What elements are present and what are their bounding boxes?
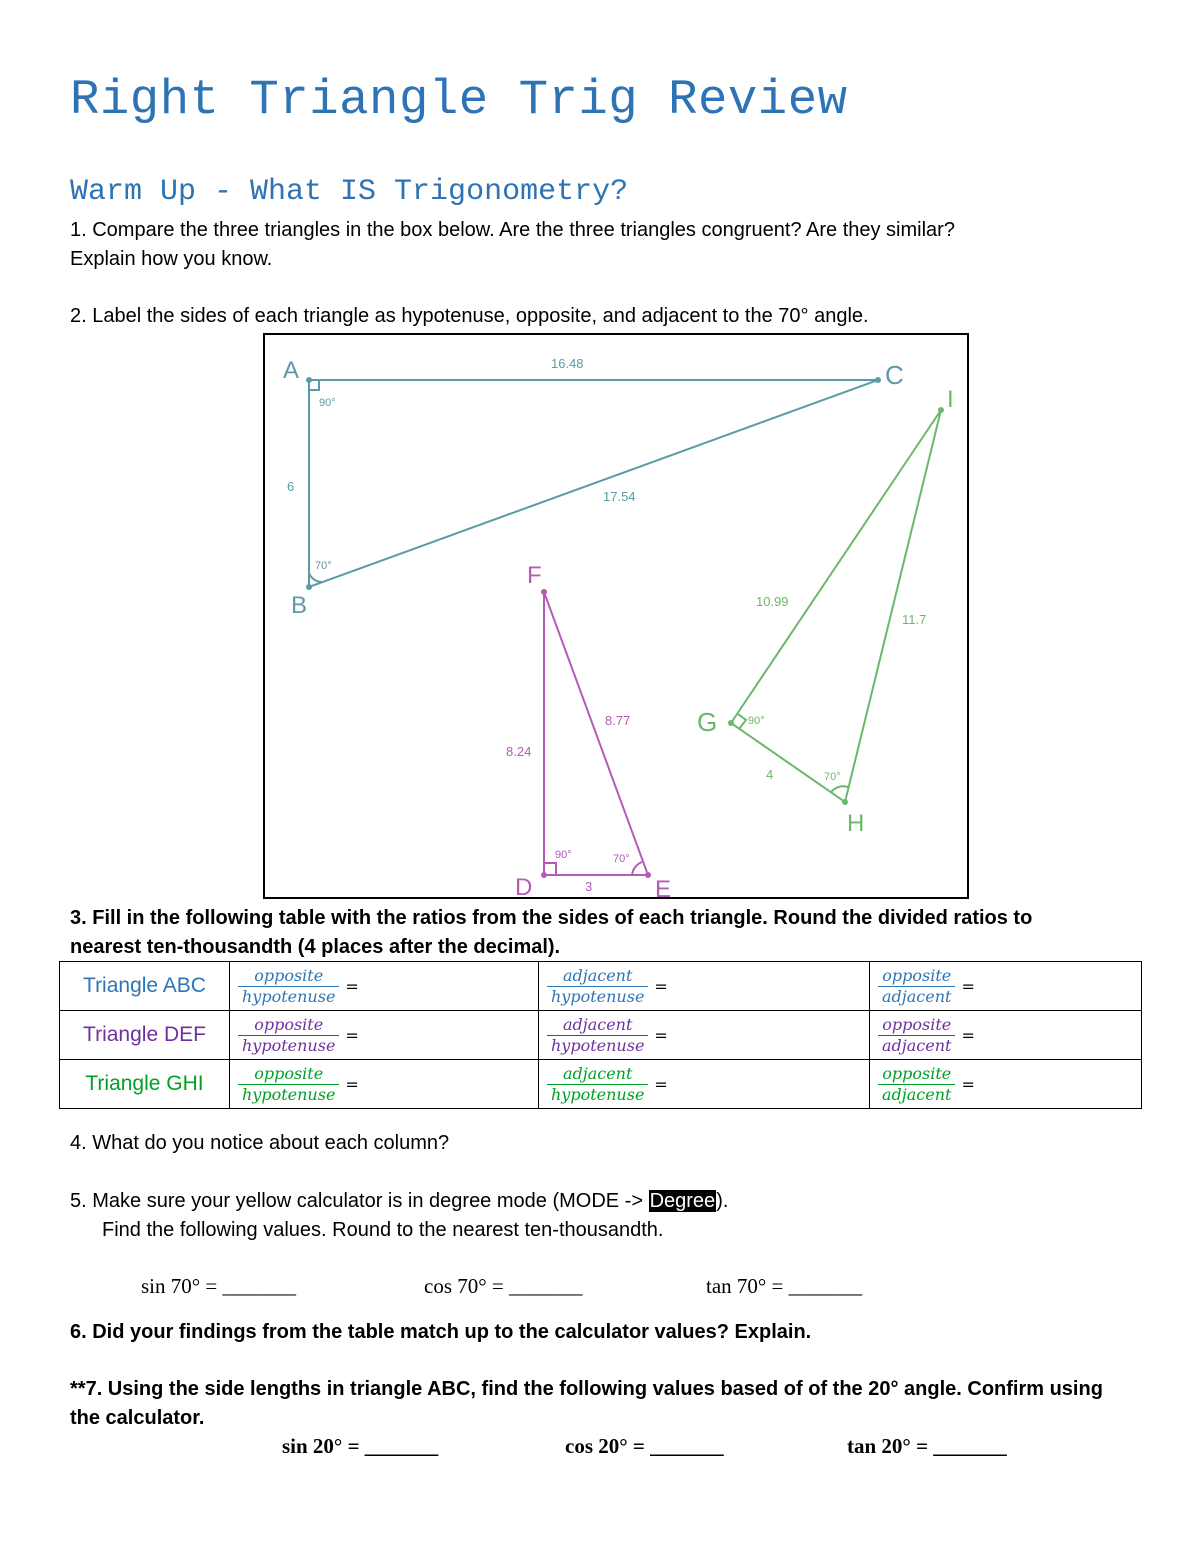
triangle-def (541, 589, 651, 878)
angle-arc-h (831, 786, 848, 792)
triangles-figure (263, 333, 969, 899)
equals-sign: = (961, 976, 975, 996)
equals-sign: = (961, 1025, 975, 1045)
question-1-line2: Explain how you know. (70, 248, 273, 270)
vertex-label-c: C (885, 360, 904, 390)
triangle-abc (306, 377, 881, 590)
question-3 (70, 904, 1032, 962)
fraction-numerator: opposite (254, 1063, 324, 1083)
ratio-fraction (878, 966, 955, 1007)
ratio-fraction (878, 1015, 955, 1056)
ratio-fraction (547, 1015, 648, 1056)
equals-sign: = (654, 1074, 668, 1094)
table-row (60, 962, 1142, 1011)
question-6: 6. Did your findings from the table match up to the calculator values? Explain. (70, 1321, 812, 1343)
vertex-dot-a (306, 377, 312, 383)
question-2: 2. Label the sides of each triangle as hypotenuse, opposite, and adjacent to the 70° angle. (70, 305, 869, 327)
vertex-dot-e (645, 872, 651, 878)
ratio-cell[interactable] (539, 962, 870, 1011)
triangles-svg (265, 335, 971, 901)
fraction-numerator: opposite (882, 1063, 952, 1083)
side-label-de: 3 (585, 879, 593, 894)
sin70-line: sin 70° = _______ (141, 1274, 296, 1298)
question-5-text: 5. Make sure your yellow calculator is in degree mode (MODE -> (70, 1190, 649, 1212)
angle-label-b: 70° (315, 560, 332, 572)
cos70-line: cos 70° = _______ (424, 1274, 583, 1298)
ratio-cell[interactable] (230, 1011, 539, 1060)
question-4: 4. What do you notice about each column? (70, 1132, 450, 1154)
vertex-dot-h (842, 799, 848, 805)
side-label-df: 8.24 (506, 744, 532, 759)
side-label-ac: 16.48 (551, 356, 584, 371)
angle-label-a: 90° (319, 397, 336, 409)
vertex-label-i: I (947, 386, 954, 413)
ratio-cell[interactable] (539, 1060, 870, 1109)
angle-arc-b (309, 573, 323, 582)
fraction-denominator: hypotenuse (242, 1084, 336, 1104)
ratio-cell[interactable] (870, 962, 1142, 1011)
ratio-cell[interactable] (870, 1011, 1142, 1060)
page-title: Right Triangle Trig Review (70, 72, 848, 128)
side-label-ih: 11.7 (902, 612, 927, 627)
angle-label-h: 70° (824, 771, 841, 783)
section-heading: Warm Up - What IS Trigonometry? (70, 175, 629, 209)
ratio-fraction (238, 1064, 339, 1105)
fraction-denominator: hypotenuse (551, 986, 645, 1006)
fraction-numerator: adjacent (562, 1063, 633, 1083)
vertex-label-b: B (291, 592, 308, 619)
vertex-label-g: G (697, 707, 718, 737)
vertex-label-h: H (847, 810, 865, 837)
angle-arc-e (632, 862, 642, 875)
ratio-table (59, 961, 1142, 1109)
question-5-line2: Find the following values. Round to the nearest ten-thousandth. (102, 1219, 664, 1241)
vertex-dot-b (306, 584, 312, 590)
vertex-dot-i (938, 407, 944, 413)
fraction-numerator: opposite (882, 965, 952, 985)
fraction-denominator: hypotenuse (242, 986, 336, 1006)
fraction-denominator: hypotenuse (551, 1084, 645, 1104)
question-7 (70, 1375, 1103, 1433)
equals-sign: = (345, 1025, 359, 1045)
fraction-denominator: hypotenuse (551, 1035, 645, 1055)
triangle-abc-outline (309, 380, 878, 587)
ratio-fraction (547, 1064, 648, 1105)
question-1 (70, 216, 955, 274)
fraction-numerator: opposite (882, 1014, 952, 1034)
fraction-numerator: adjacent (562, 965, 633, 985)
table-row (60, 1060, 1142, 1109)
side-label-ab: 6 (287, 479, 295, 494)
tan70-line: tan 70° = _______ (706, 1274, 863, 1298)
fraction-denominator: adjacent (882, 986, 952, 1006)
equals-sign: = (961, 1074, 975, 1094)
fraction-denominator: hypotenuse (242, 1035, 336, 1055)
fraction-numerator: opposite (254, 965, 324, 985)
side-label-gi: 10.99 (756, 594, 789, 609)
question-3-line1: 3. Fill in the following table with the ratios from the sides of each triangle. Round the divided ratios to (70, 907, 1033, 929)
question-5-line1 (70, 1187, 728, 1216)
ratio-cell[interactable] (870, 1060, 1142, 1109)
question-7-line2: the calculator. (70, 1407, 205, 1429)
question-1-line1: 1. Compare the three triangles in the box below. Are the three triangles congruent? Are they similar? (70, 219, 955, 241)
vertex-label-e: E (655, 876, 672, 901)
right-angle-mark-g (738, 714, 746, 729)
ratio-fraction (238, 966, 339, 1007)
triangle-ghi-labels (697, 386, 954, 837)
tan20-line: tan 20° = _______ (847, 1434, 1007, 1458)
vertex-dot-f (541, 589, 547, 595)
table-row (60, 1011, 1142, 1060)
question-7-line1: **7. Using the side lengths in triangle ABC, find the following values based of of the 20° angle. Confirm using (70, 1378, 1103, 1400)
row-label: Triangle ABC (60, 962, 230, 1011)
triangle-def-labels (506, 562, 671, 901)
angle-label-d: 90° (555, 849, 572, 861)
vertex-dot-c (875, 377, 881, 383)
fraction-numerator: opposite (254, 1014, 324, 1034)
equals-sign: = (654, 976, 668, 996)
angle-label-e: 70° (613, 853, 630, 865)
triangle-def-outline (544, 592, 648, 875)
triangle-abc-labels (283, 356, 904, 619)
equals-sign: = (345, 1074, 359, 1094)
ratio-fraction (238, 1015, 339, 1056)
ratio-cell[interactable] (230, 1060, 539, 1109)
question-3-line2: nearest ten-thousandth (4 places after the decimal). (70, 936, 561, 958)
ratio-fraction (547, 966, 648, 1007)
fraction-numerator: adjacent (562, 1014, 633, 1034)
side-label-fe: 8.77 (605, 713, 631, 728)
equals-sign: = (345, 976, 359, 996)
sin20-line: sin 20° = _______ (282, 1434, 439, 1458)
angle-label-g: 90° (748, 715, 765, 727)
vertex-label-a: A (283, 357, 300, 384)
vertex-dot-g (728, 720, 734, 726)
ratio-cell[interactable] (230, 962, 539, 1011)
fraction-denominator: adjacent (882, 1035, 952, 1055)
side-label-gh: 4 (766, 767, 774, 782)
ratio-fraction (878, 1064, 955, 1105)
vertex-label-f: F (527, 562, 542, 589)
question-5 (70, 1187, 728, 1245)
vertex-label-d: D (515, 874, 533, 901)
row-label: Triangle GHI (60, 1060, 230, 1109)
fraction-denominator: adjacent (882, 1084, 952, 1104)
side-label-bc: 17.54 (603, 489, 636, 504)
question-5-end: ). (716, 1190, 729, 1212)
row-label: Triangle DEF (60, 1011, 230, 1060)
ratio-cell[interactable] (539, 1011, 870, 1060)
degree-highlight: Degree (649, 1190, 716, 1212)
equals-sign: = (654, 1025, 668, 1045)
cos20-line: cos 20° = _______ (565, 1434, 724, 1458)
vertex-dot-d (541, 872, 547, 878)
